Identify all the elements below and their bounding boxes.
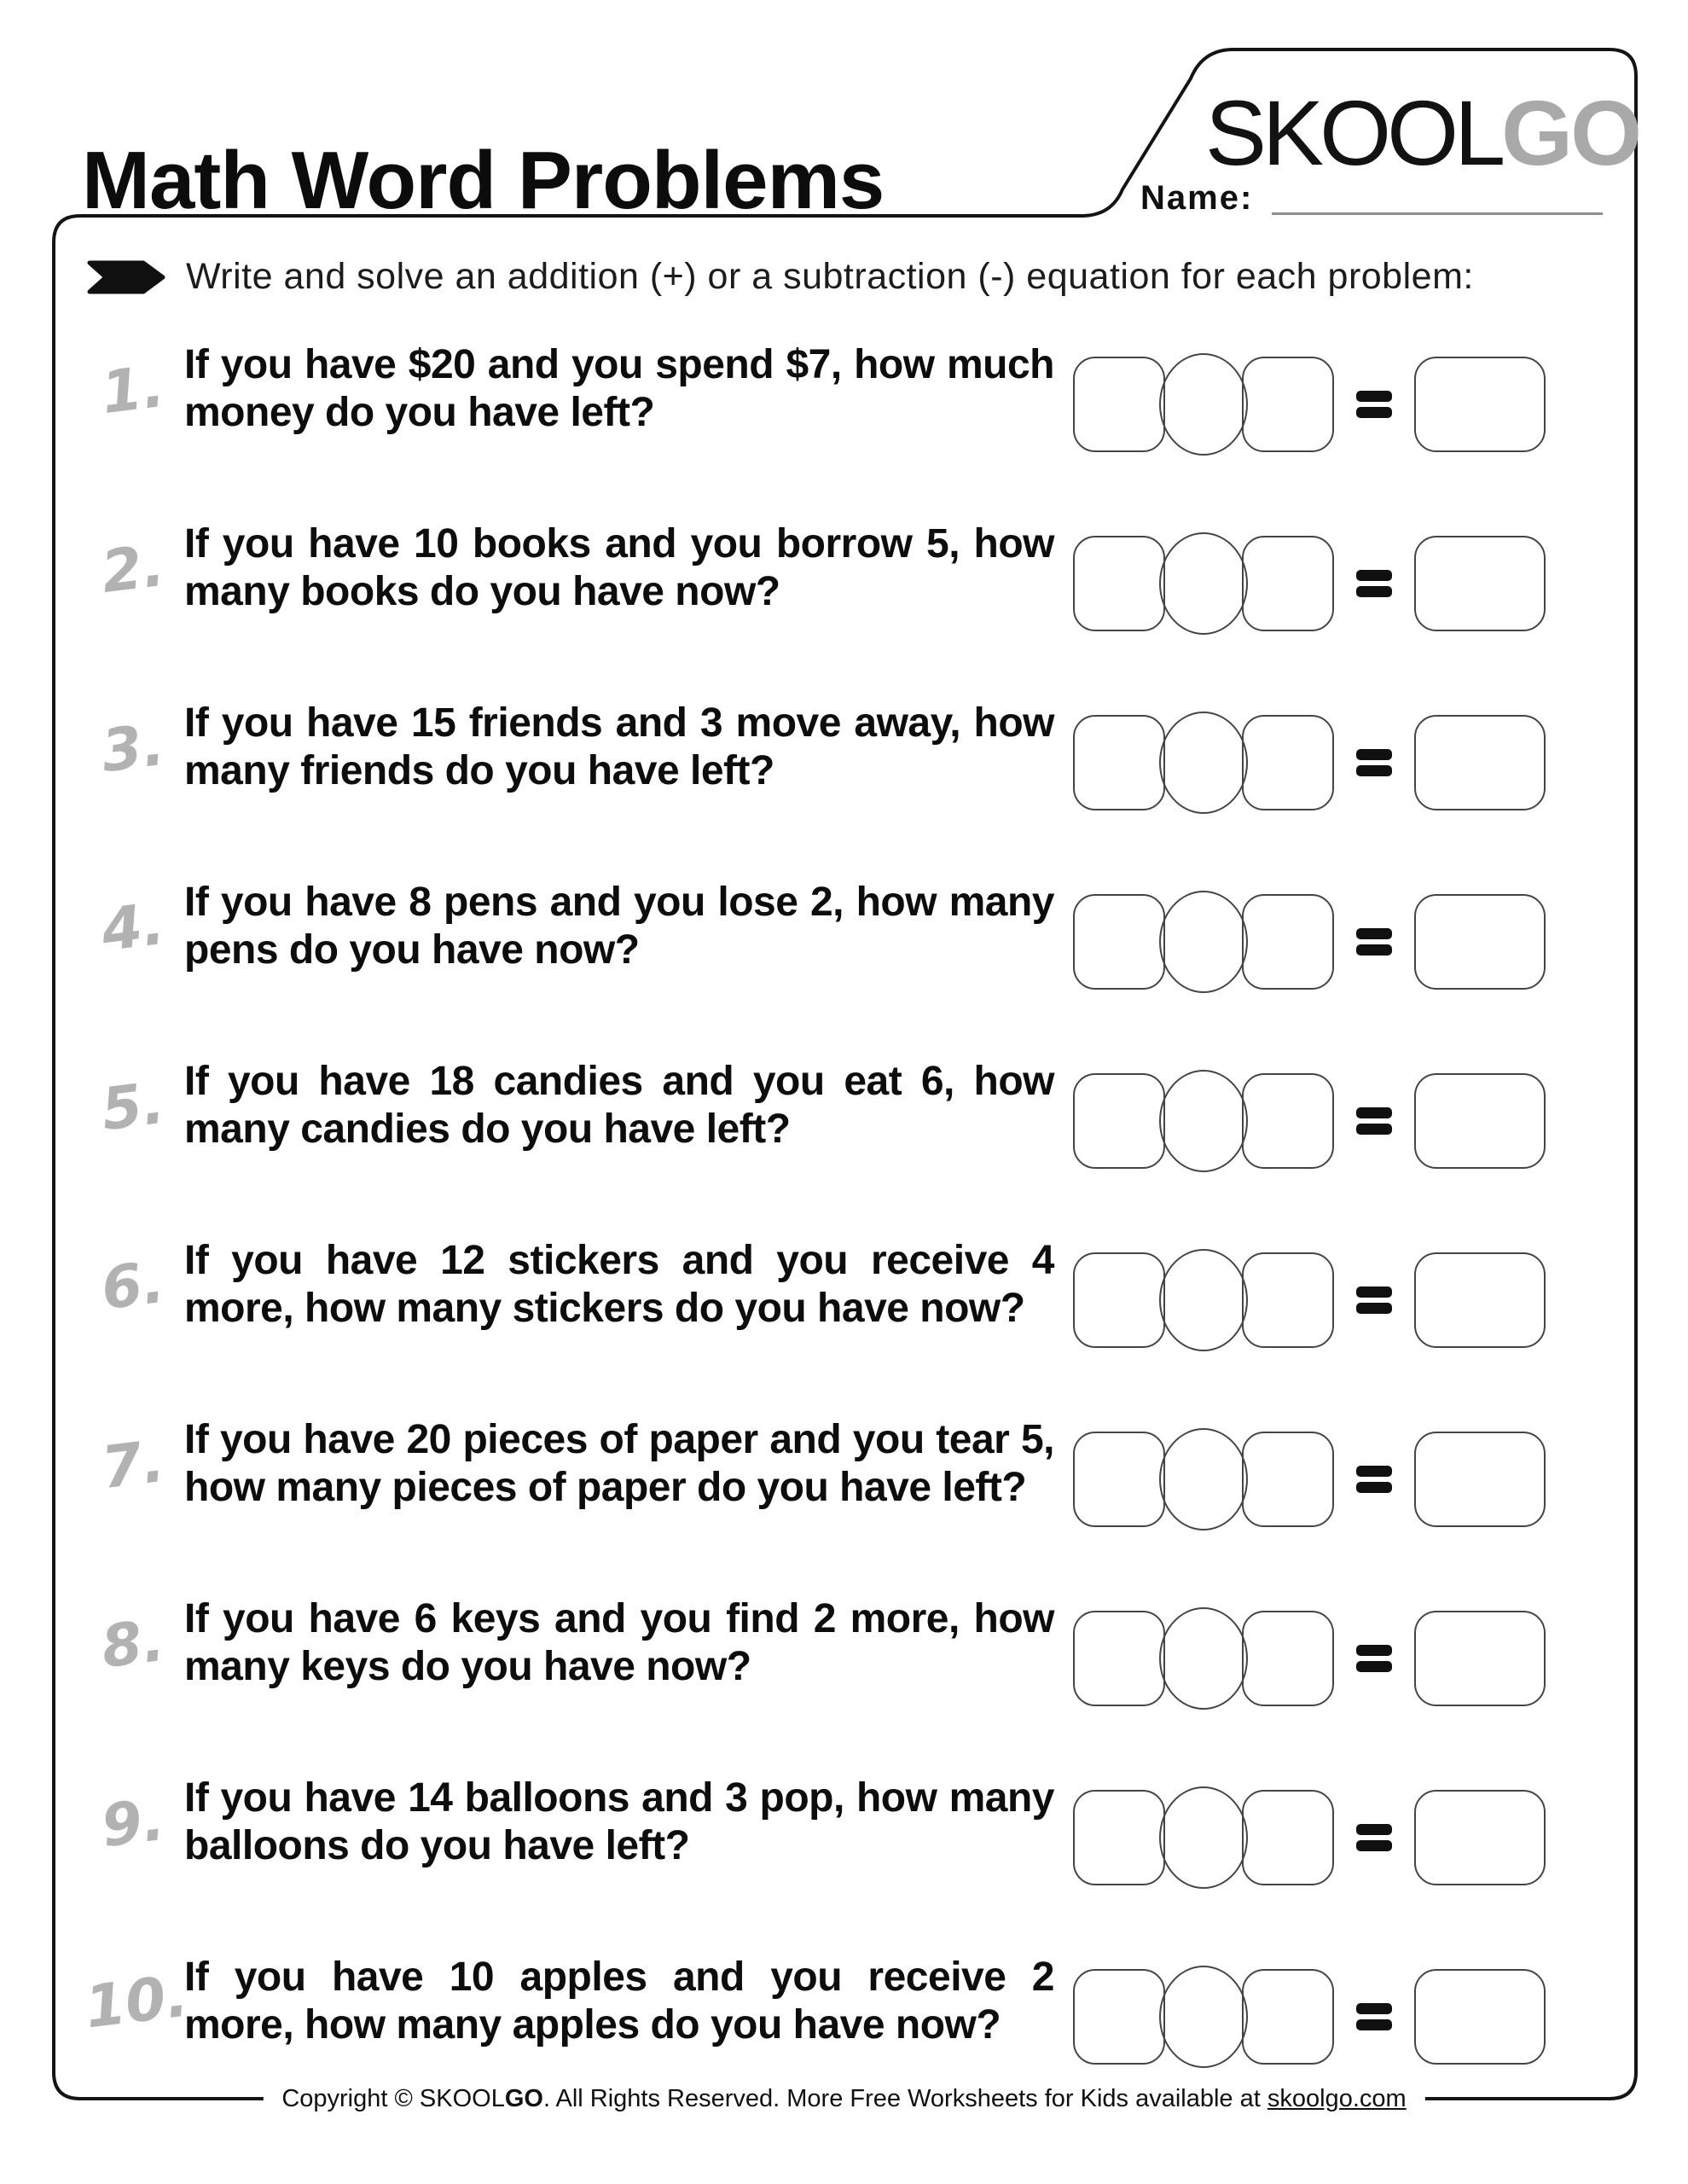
- problem-text: If you have $20 and you spend $7, how much money do you have left?: [184, 342, 1054, 435]
- problem-number: 1.: [97, 352, 169, 428]
- answer-box[interactable]: [1414, 1432, 1546, 1527]
- footer: [263, 2078, 1424, 2119]
- operator-circle[interactable]: [1159, 891, 1248, 993]
- problem-number: 10.: [81, 1962, 192, 2042]
- equation-blanks: [1073, 891, 1546, 993]
- equation-blanks: [1073, 1428, 1546, 1531]
- problem-row: [85, 1596, 1629, 1706]
- second-number-box[interactable]: [1242, 1790, 1334, 1885]
- second-number-box[interactable]: [1242, 1611, 1334, 1706]
- name-label: Name:: [1140, 179, 1254, 217]
- equals-sign: [1356, 1107, 1392, 1135]
- equals-sign: [1356, 2003, 1392, 2030]
- first-number-box[interactable]: [1073, 536, 1165, 631]
- footer-website-link[interactable]: skoolgo.com: [1267, 2085, 1407, 2112]
- first-number-box[interactable]: [1073, 1969, 1165, 2065]
- problem-text: If you have 8 pens and you lose 2, how many pens do you have now?: [184, 880, 1054, 973]
- skoolgo-logo: [1205, 81, 1640, 184]
- problem-row: [85, 521, 1629, 631]
- equation-blanks: [1073, 1070, 1546, 1172]
- operator-circle[interactable]: [1159, 1070, 1248, 1172]
- problem-row: [85, 1238, 1629, 1348]
- problem-number: 5.: [97, 1069, 169, 1145]
- equals-sign: [1356, 928, 1392, 956]
- problem-text: If you have 12 stickers and you receive 4 more, how many stickers do you have now?: [184, 1238, 1054, 1331]
- problem-text: If you have 20 pieces of paper and you tear 5, how many pieces of paper do you have left?: [184, 1417, 1054, 1510]
- first-number-box[interactable]: [1073, 894, 1165, 990]
- equals-sign: [1356, 1287, 1392, 1314]
- problem-text: If you have 15 friends and 3 move away, how many friends do you have left?: [184, 700, 1054, 793]
- equation-blanks: [1073, 532, 1546, 635]
- answer-box[interactable]: [1414, 715, 1546, 810]
- equals-sign: [1356, 1645, 1392, 1672]
- first-number-box[interactable]: [1073, 1611, 1165, 1706]
- operator-circle[interactable]: [1159, 532, 1248, 635]
- problem-number: 4.: [97, 890, 169, 966]
- answer-box[interactable]: [1414, 1073, 1546, 1169]
- equation-blanks: [1073, 712, 1546, 814]
- answer-box[interactable]: [1414, 536, 1546, 631]
- instruction-text: Write and solve an addition (+) or a subtraction (-) equation for each problem:: [186, 256, 1474, 297]
- footer-brand-bold: GO: [504, 2085, 543, 2112]
- second-number-box[interactable]: [1242, 536, 1334, 631]
- equation-blanks: [1073, 1249, 1546, 1351]
- operator-circle[interactable]: [1159, 1607, 1248, 1710]
- operator-circle[interactable]: [1159, 1249, 1248, 1351]
- operator-circle[interactable]: [1159, 1786, 1248, 1889]
- equals-sign: [1356, 1824, 1392, 1851]
- equals-sign: [1356, 391, 1392, 418]
- second-number-box[interactable]: [1242, 894, 1334, 990]
- second-number-box[interactable]: [1242, 357, 1334, 452]
- problem-text: If you have 6 keys and you find 2 more, how many keys do you have now?: [184, 1596, 1054, 1689]
- problem-text: If you have 10 apples and you receive 2 more, how many apples do you have now?: [184, 1955, 1054, 2048]
- problem-text: If you have 10 books and you borrow 5, how many books do you have now?: [184, 521, 1054, 614]
- second-number-box[interactable]: [1242, 1252, 1334, 1348]
- page-title: Math Word Problems: [82, 135, 885, 227]
- equals-sign: [1356, 749, 1392, 776]
- first-number-box[interactable]: [1073, 1073, 1165, 1169]
- operator-circle[interactable]: [1159, 353, 1248, 456]
- first-number-box[interactable]: [1073, 1252, 1165, 1348]
- problem-number: 8.: [97, 1606, 169, 1682]
- equation-blanks: [1073, 353, 1546, 456]
- problem-text: If you have 18 candies and you eat 6, how many candies do you have left?: [184, 1059, 1054, 1152]
- equation-blanks: [1073, 1607, 1546, 1710]
- operator-circle[interactable]: [1159, 1966, 1248, 2068]
- problem-number: 9.: [97, 1786, 169, 1862]
- answer-box[interactable]: [1414, 357, 1546, 452]
- operator-circle[interactable]: [1159, 1428, 1248, 1531]
- problem-row: [85, 342, 1629, 452]
- logo-text-gray: GO: [1501, 81, 1640, 184]
- logo-text-black: SKOOL: [1205, 81, 1502, 184]
- equation-blanks: [1073, 1966, 1546, 2068]
- footer-copyright-text: Copyright © SKOOL: [281, 2085, 505, 2112]
- answer-box[interactable]: [1414, 1969, 1546, 2065]
- second-number-box[interactable]: [1242, 715, 1334, 810]
- equals-sign: [1356, 1466, 1392, 1493]
- equation-blanks: [1073, 1786, 1546, 1889]
- first-number-box[interactable]: [1073, 357, 1165, 452]
- arrow-right-icon: [87, 260, 165, 294]
- equals-sign: [1356, 570, 1392, 597]
- name-row: [1140, 181, 1603, 215]
- problem-row: [85, 1775, 1629, 1885]
- problem-number: 3.: [97, 711, 169, 787]
- operator-circle[interactable]: [1159, 712, 1248, 814]
- instruction-row: [87, 256, 1474, 298]
- second-number-box[interactable]: [1242, 1073, 1334, 1169]
- problem-row: [81, 1955, 1629, 2065]
- problem-number: 6.: [97, 1248, 169, 1324]
- second-number-box[interactable]: [1242, 1969, 1334, 2065]
- problem-row: [85, 880, 1629, 990]
- first-number-box[interactable]: [1073, 1432, 1165, 1527]
- problem-number: 7.: [97, 1427, 169, 1503]
- answer-box[interactable]: [1414, 1790, 1546, 1885]
- problem-row: [85, 700, 1629, 810]
- first-number-box[interactable]: [1073, 1790, 1165, 1885]
- first-number-box[interactable]: [1073, 715, 1165, 810]
- footer-middle-text: . All Rights Reserved. More Free Worksheets for Kids available at: [542, 2085, 1267, 2112]
- answer-box[interactable]: [1414, 894, 1546, 990]
- second-number-box[interactable]: [1242, 1432, 1334, 1527]
- problem-row: [85, 1417, 1629, 1527]
- answer-box[interactable]: [1414, 1611, 1546, 1706]
- problem-number: 2.: [97, 531, 169, 607]
- problem-row: [85, 1059, 1629, 1169]
- answer-box[interactable]: [1414, 1252, 1546, 1348]
- problem-text: If you have 14 balloons and 3 pop, how many balloons do you have left?: [184, 1775, 1054, 1868]
- name-input-line[interactable]: [1272, 183, 1603, 215]
